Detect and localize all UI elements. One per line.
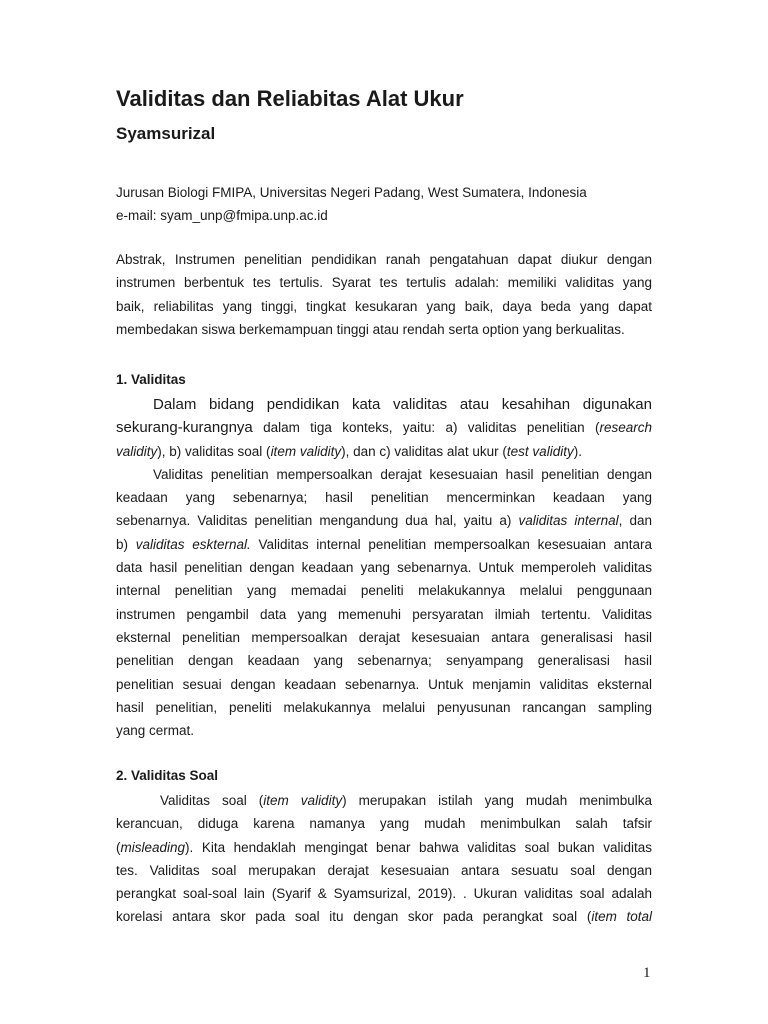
email-text: e-mail: syam_unp@fmipa.unp.ac.id <box>116 208 328 223</box>
abstract-line: instrumen berbentuk tes tertulis. Syarat tes tertulis adalah: memiliki validitas yang <box>116 275 652 291</box>
body-line: data hasil penelitian dengan keadaan yang sebenarnya. Untuk memperoleh validitas <box>116 560 652 576</box>
body-line <box>116 509 652 532</box>
body-line: kerancuan, diduga karena namanya yang mudah menimbulkan salah tafsir <box>116 816 652 832</box>
body-line <box>116 533 652 556</box>
text-run: Validitas internal penelitian mempersoalkan kesesuaian antara <box>250 536 652 552</box>
text-run: ( <box>116 839 121 855</box>
body-line: Validitas penelitian mempersoalkan derajat kesesuaian hasil penelitian dengan <box>153 466 652 482</box>
text-run: , dan <box>618 513 652 529</box>
italic-term: item validity <box>263 793 343 808</box>
page-number: 1 <box>643 965 651 981</box>
italic-term: validitas internal <box>518 513 619 529</box>
italic-term: validitas eskternal. <box>135 536 251 552</box>
body-line: keadaan yang sebenarnya; hasil penelitian mencerminkan keadaan yang <box>116 490 652 506</box>
text-run: dalam tiga konteks, yaitu: a) validitas penelitian ( <box>252 420 600 436</box>
body-line: Dalam bidang pendidikan kata validitas atau kesahihan digunakan <box>153 396 652 413</box>
affiliation-text: Jurusan Biologi FMIPA, Universitas Negeri Padang, West Sumatera, Indonesia <box>116 185 587 200</box>
italic-term: research <box>599 420 652 436</box>
section-heading: 1. Validitas <box>116 372 186 387</box>
body-line: yang cermat. <box>116 723 195 739</box>
text-run: ) merupakan istilah yang mudah menimbulka <box>342 793 652 808</box>
body-line: perangkat soal-soal lain (Syarif & Syamsurizal, 2019). . Ukuran validitas soal adalah <box>116 886 652 902</box>
author-name: Syamsurizal <box>116 124 216 143</box>
body-line <box>116 836 652 859</box>
text-run: Validitas soal ( <box>160 793 264 808</box>
text-run: sebenarnya. Validitas penelitian mengandung dua hal, yaitu a) <box>116 513 519 529</box>
text-run: ). <box>573 443 582 459</box>
body-line: penelitian sesuai dengan keadaan sebenarnya. Untuk menjamin validitas eksternal <box>116 676 652 692</box>
body-line <box>116 416 652 439</box>
text-run: ). Kita hendaklah mengingat benar bahwa validitas soal bukan validitas <box>185 839 652 855</box>
abstract-line: Abstrak, Instrumen penelitian pendidikan ranah pengatahuan dapat diukur dengan <box>116 252 652 267</box>
section-heading: 2. Validitas Soal <box>116 768 219 783</box>
text-run: ), b) validitas soal ( <box>157 443 271 459</box>
text-run: korelasi antara skor pada soal itu dengan skor pada perangkat soal ( <box>116 909 592 925</box>
body-line: eksternal penelitian mempersoalkan derajat kesesuaian antara generalisasi hasil <box>116 629 652 645</box>
body-line: instrumen pengambil data yang memenuhi persyaratan ilmiah tertentu. Validitas <box>116 606 652 622</box>
text-run: ), dan c) validitas alat ukur ( <box>341 443 507 459</box>
body-line <box>116 905 652 928</box>
document-title: Validitas dan Reliabitas Alat Ukur <box>116 86 464 111</box>
italic-term: test validity <box>506 443 574 459</box>
body-line <box>116 440 652 463</box>
body-line: penelitian dengan keadaan yang sebenarnya; senyampang generalisasi hasil <box>116 653 652 669</box>
italic-term: misleading <box>120 839 186 855</box>
abstract-line: baik, reliabilitas yang tinggi, tingkat kesukaran yang baik, daya beda yang dapat <box>116 298 652 314</box>
body-line: hasil penelitian, peneliti melakukannya melalui penyusunan rancangan sampling <box>116 699 652 715</box>
italic-term: item total <box>591 909 652 925</box>
text-run: sekurang-kurangnya <box>116 419 253 437</box>
italic-term: item validity <box>270 443 342 459</box>
italic-term: validity <box>116 443 158 459</box>
text-run: b) <box>116 536 136 552</box>
body-line: internal penelitian yang memadai peneliti melakukannya melalui penggunaan <box>116 583 652 599</box>
section-validitas <box>116 370 652 742</box>
abstract-paragraph <box>116 248 652 341</box>
abstract-line: membedakan siswa berkemampuan tinggi atau rendah serta option yang berkualitas. <box>116 321 625 337</box>
body-line <box>116 789 652 812</box>
affiliation-block <box>116 181 587 227</box>
body-line: tes. Validitas soal merupakan derajat kesesuaian antara sesuatu soal dengan <box>116 862 652 878</box>
section-validitas-soal <box>116 766 652 929</box>
